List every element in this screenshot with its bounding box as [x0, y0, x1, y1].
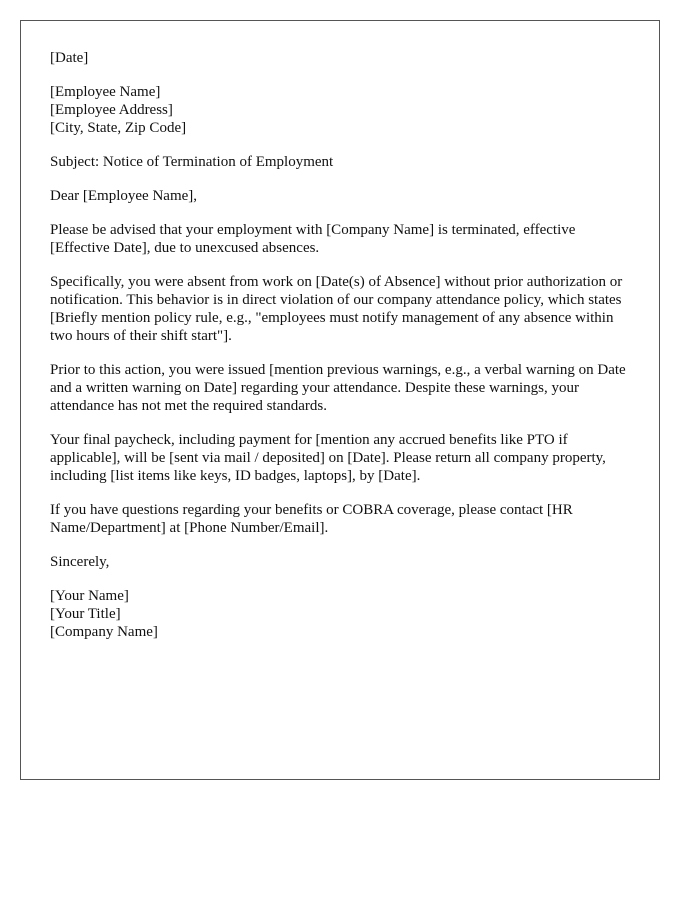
closing-block [50, 553, 640, 571]
paragraph-absence-details: Specifically, you were absent from work on [Date(s) of Absence] without prior authorization or notification. This behavior is in direct violation of our company attendance policy, which states [Briefly mention policy rule, e.g., "employees must notify management of any absence within two hours of their shift start"]. [50, 274, 623, 344]
subject-line: Subject: Notice of Termination of Employment [50, 154, 334, 170]
salutation: Dear [Employee Name], [50, 188, 198, 204]
signature-name: [Your Name] [50, 588, 129, 604]
closing: Sincerely, [50, 554, 110, 570]
paragraph-benefits-contact: If you have questions regarding your benefits or COBRA coverage, please contact [HR Name/Department] at [Phone Number/Email]. [50, 502, 573, 536]
date-block [50, 49, 640, 67]
letter-date: [Date] [50, 50, 89, 66]
paragraph-final-paycheck: Your final paycheck, including payment for [mention any accrued benefits like PTO if applicable], will be [sent via mail / deposited] on [Date]. Please return all company property, including [list items like keys, ID badges, laptops], by [Date]. [50, 432, 606, 484]
recipient-city-state-zip: [City, State, Zip Code] [50, 120, 187, 136]
recipient-block [50, 83, 640, 137]
recipient-address: [Employee Address] [50, 102, 173, 118]
letter-body [50, 49, 640, 657]
salutation-block [50, 187, 640, 205]
signature-title: [Your Title] [50, 606, 121, 622]
paragraph-previous-warnings: Prior to this action, you were issued [mention previous warnings, e.g., a verbal warning on Date and a written warning on Date] regarding your attendance. Despite these warnings, your attendance has not met the required standards. [50, 362, 626, 414]
signature-block [50, 587, 640, 641]
signature-company: [Company Name] [50, 624, 158, 640]
paragraph-termination-notice: Please be advised that your employment with [Company Name] is terminated, effective [Effective Date], due to unexcused absences. [50, 222, 576, 256]
subject-block [50, 153, 640, 171]
recipient-name: [Employee Name] [50, 84, 161, 100]
letter-page [20, 20, 660, 780]
